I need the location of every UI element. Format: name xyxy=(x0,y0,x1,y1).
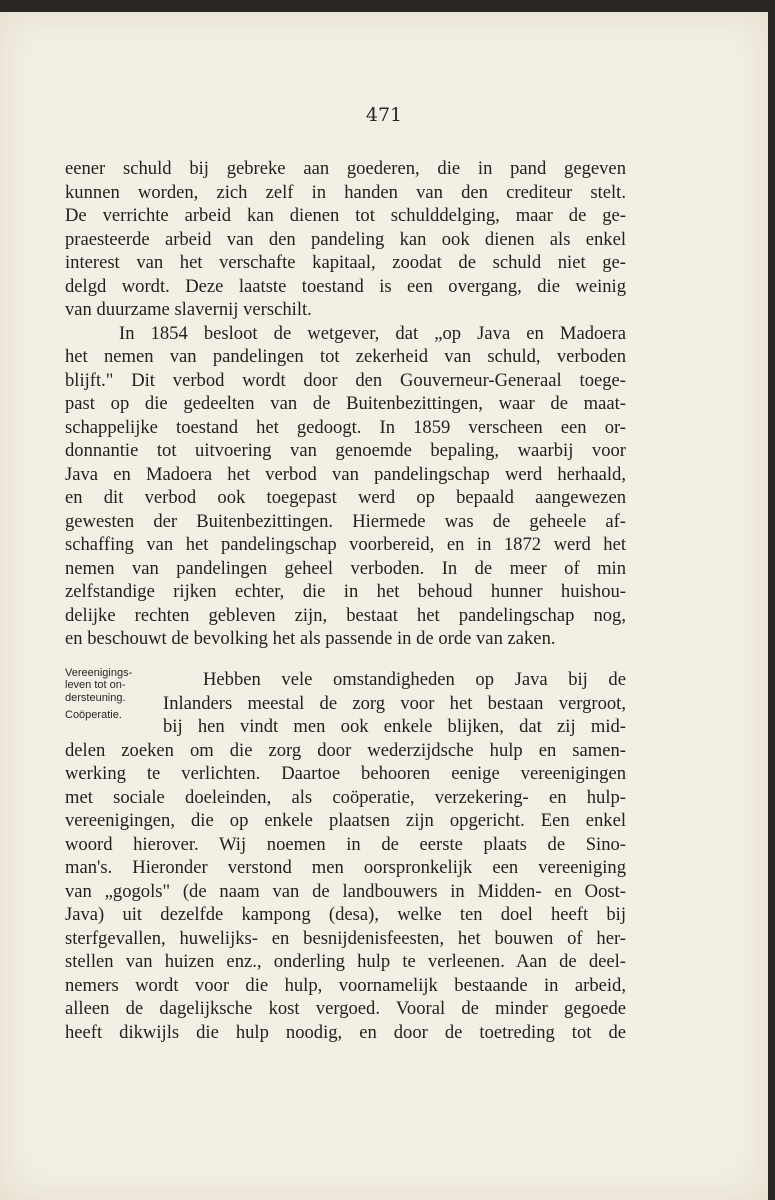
text-line: gewesten der Buitenbezittingen. Hiermede was de geheele af- xyxy=(65,510,626,532)
text-line: sterfgevallen, huwelijks- en besnijdenisfeesten, het bouwen of her- xyxy=(65,927,626,949)
text-line: delgd wordt. Deze laatste toestand is een overgang, die weinig xyxy=(65,275,626,297)
text-line: nemen van pandelingen geheel verboden. In de meer of min xyxy=(65,557,626,579)
margin-note xyxy=(65,668,161,721)
text-line: het nemen van pandelingen tot zekerheid van schuld, verboden xyxy=(65,346,626,367)
text-line: Java) uit dezelfde kampong (desa), welke ten doel heeft bij xyxy=(65,904,626,925)
text-line: alleen de dagelijksche kost vergoed. Vooral de minder gegoede xyxy=(65,998,626,1019)
text-block-lower xyxy=(65,668,626,1044)
text-line: van duurzame slavernij verschilt. xyxy=(65,299,312,320)
text-line: blijft." Dit verbod wordt door den Gouverneur-Generaal toege- xyxy=(65,369,626,391)
text-line: delijke rechten gebleven zijn, bestaat het pandelingschap nog, xyxy=(65,604,626,626)
text-line: Java en Madoera het verbod van pandelingschap werd herhaald, xyxy=(65,463,626,485)
margin-note-line: dersteuning. xyxy=(65,692,126,704)
text-line: Hebben vele omstandigheden op Java bij de xyxy=(203,669,626,690)
text-line: en dit verbod ook toegepast werd op bepaald aangewezen xyxy=(65,487,626,508)
book-page xyxy=(0,12,768,1200)
text-line: donnantie tot uitvoering van genoemde bepaling, waarbij voor xyxy=(65,440,626,461)
text-line: zelfstandige rijken echter, die in het behoud hunner huishou- xyxy=(65,581,626,602)
text-line: eener schuld bij gebreke aan goederen, die in pand gegeven xyxy=(65,158,626,179)
text-line: Inlanders meestal de zorg voor het bestaan vergroot, xyxy=(163,692,626,714)
text-line: kunnen worden, zich zelf in handen van den crediteur stelt. xyxy=(65,181,626,203)
text-line: heeft dikwijls die hulp noodig, en door de toetreding tot de xyxy=(65,1021,626,1043)
text-line: past op die gedeelten van de Buitenbezittingen, waar de maat- xyxy=(65,393,626,414)
text-line: stellen van huizen enz., onderling hulp te verleenen. Aan de deel- xyxy=(65,951,626,972)
page-number: 471 xyxy=(365,104,403,126)
text-line: werking te verlichten. Daartoe behooren eenige vereenigingen xyxy=(65,763,626,784)
text-line: praesteerde arbeid van den pandeling kan ook dienen als enkel xyxy=(65,228,626,250)
text-line: schaffing van het pandelingschap voorbereid, en in 1872 werd het xyxy=(65,534,626,555)
text-line: De verrichte arbeid kan dienen tot schulddelging, maar de ge- xyxy=(65,205,626,226)
text-line: woord hierover. Wij noemen in de eerste plaats de Sino- xyxy=(65,833,626,855)
text-line: nemers wordt voor die hulp, voornamelijk bestaande in arbeid, xyxy=(65,974,626,996)
margin-note-line: leven tot on- xyxy=(65,678,126,691)
margin-note-line: Coöperatie. xyxy=(65,708,122,721)
margin-note-line: Vereenigings- xyxy=(65,667,133,679)
text-line: delen zoeken om die zorg door wederzijdsche hulp en samen- xyxy=(65,739,626,761)
text-line: met sociale doeleinden, als coöperatie, verzekering- en hulp- xyxy=(65,786,626,808)
text-line: interest van het verschafte kapitaal, zoodat de schuld niet ge- xyxy=(65,252,626,273)
text-line: en beschouwt de bevolking het als passende in de orde van zaken. xyxy=(65,628,556,649)
text-line: man's. Hieronder verstond men oorspronkelijk een vereeniging xyxy=(65,857,626,878)
text-line: bij hen vindt men ook enkele blijken, dat zij mid- xyxy=(163,716,626,737)
text-line: van „gogols" (de naam van de landbouwers in Midden- en Oost- xyxy=(65,880,626,902)
text-line: In 1854 besloot de wetgever, dat „op Java en Madoera xyxy=(119,322,626,344)
text-line: schappelijke toestand het gedoogt. In 1859 verscheen een or- xyxy=(65,416,626,438)
text-block-upper xyxy=(65,157,626,651)
text-line: vereenigingen, die op enkele plaatsen zijn opgericht. Een enkel xyxy=(65,810,626,831)
